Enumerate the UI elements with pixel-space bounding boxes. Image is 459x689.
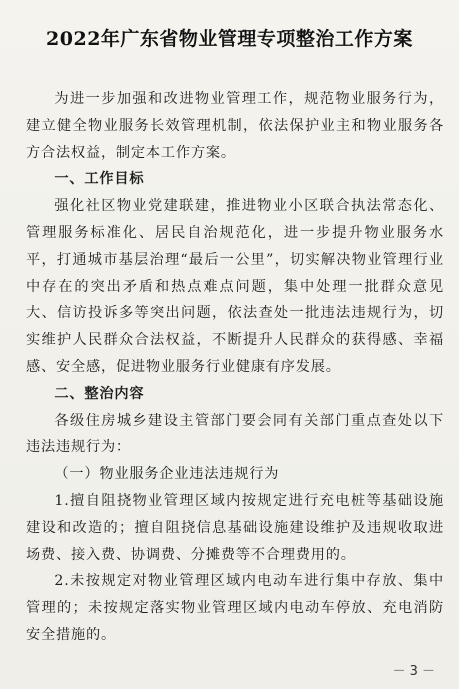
document-body	[26, 86, 444, 649]
intro-paragraph: 为进一步加强和改进物业管理工作，规范物业服务行为，建立健全物业服务长效管理机制，依法保护业主和物业服务各方合法权益，制定本工作方案。	[26, 91, 444, 161]
page-number: － 3 －	[392, 664, 435, 679]
list-item-1: 1.擅自阻挠物业管理区域内按规定进行充电桩等基础设施建设和改造的；擅自阻挠信息基础设施建设维护及违规收取进场费、接入费、协调费、分摊费等不合理费用的。	[26, 492, 444, 563]
goals-paragraph: 强化社区物业党建联建，推进物业小区联合执法常态化、管理服务标准化、居民自治规范化，进一步提升物业服务水平，打通城市基层治理“最后一公里”，切实解决物业管理行业中存在的突出矛盾和热点难点问题，集中处理一批群众意见大、信访投诉多等突出问题，依法查处一批违法违规行为，切实维护人民群众合法权益，不断提升人民群众的获得感、幸福感、安全感，促进物业服务行业健康有序发展。	[26, 198, 444, 375]
list-item-2: 2.未按规定对物业管理区域内电动车进行集中存放、集中管理的；未按规定落实物业管理区域内电动车停放、充电消防安全措施的。	[26, 573, 444, 643]
section-heading-goals: 一、工作目标	[54, 171, 145, 188]
content-intro-paragraph: 各级住房城乡建设主管部门要会同有关部门重点查处以下违法违规行为：	[26, 412, 444, 456]
page-title: 2022年广东省物业管理专项整治工作方案	[46, 28, 413, 50]
section-heading-content: 二、整治内容	[54, 385, 145, 402]
subsection-heading-1: （一）物业服务企业违法违规行为	[54, 466, 280, 483]
